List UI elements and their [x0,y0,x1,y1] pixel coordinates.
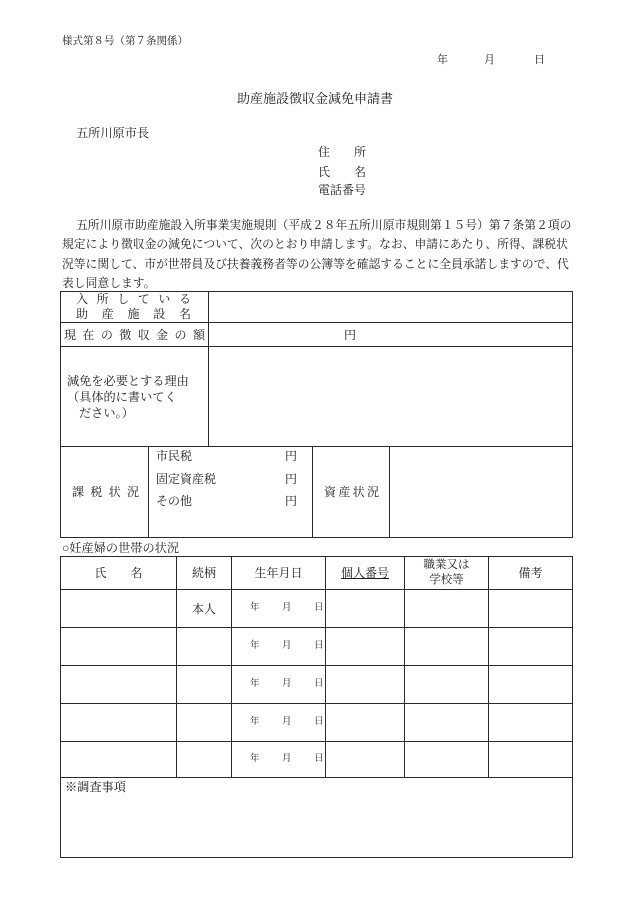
birthdate-units [232,604,325,614]
tax-item-unit: 円 [285,472,298,486]
tax-item-property [149,473,312,485]
member-id-number-field[interactable] [326,628,405,666]
member-birthdate-field[interactable] [232,590,326,628]
member-remarks-field[interactable] [489,742,573,778]
column-header-birthdate: 生年月日 [232,557,326,590]
member-birthdate-field[interactable] [232,742,326,778]
member-name-field[interactable] [61,742,177,778]
member-name-field[interactable] [61,628,177,666]
date-year-label: 年 [437,54,448,66]
tax-items-cell[interactable] [149,447,313,538]
statement-line-1: 五所川原市助産施設入所事業実施規則（平成２８年五所川原市規則第１５号）第７条第２項の [76,218,572,232]
assets-label [313,486,389,498]
date-day-label: 日 [534,54,545,66]
survey-row [61,778,573,858]
column-header-id-number: 個人番号 [340,566,389,580]
household-header-row [61,557,573,590]
facility-name-field[interactable] [209,292,573,323]
assets-label-text: 資産状況 [324,485,382,499]
assets-label-cell [313,447,390,538]
member-relation-field[interactable] [177,666,232,704]
addressee: 五所川原市長 [76,126,150,140]
facility-row [61,292,573,323]
birth-month-label: 月 [282,602,292,613]
reason-label-line-3: ださい。） [79,405,134,420]
form-number: 様式第８号（第７条関係） [62,36,188,47]
member-remarks-field[interactable] [489,590,573,628]
tax-item-other [149,495,312,507]
birth-month-label: 月 [282,640,292,651]
tax-item-municipal [149,450,312,462]
member-relation-field[interactable] [177,628,232,666]
member-relation-field[interactable] [177,704,232,742]
birth-day-label: 日 [314,716,324,727]
member-id-number-field[interactable] [326,666,405,704]
member-occupation-field[interactable] [405,628,489,666]
member-relation-field[interactable] [177,742,232,778]
reason-label-line-2: （具体的に書いてく [67,389,177,404]
tax-label-text: 課税状況 [72,485,146,499]
tax-label [61,486,148,498]
table-row [61,628,573,666]
applicant-phone-label: 電話番号 [318,183,367,197]
statement-line-2: 規定により徴収金の減免について、次のとおり申請します。なお、申請にあたり、所得、課税状 [62,237,568,251]
applicant-address-label: 住 所 [318,145,367,159]
fee-row [61,323,573,347]
birth-year-label: 年 [250,640,260,651]
tax-item-unit: 円 [285,449,298,463]
member-id-number-field[interactable] [326,590,405,628]
fee-label-text: 現在の徴収金の額 [64,327,212,342]
column-header-id-number-cell [326,557,405,590]
column-header-occupation-line-2: 学校等 [429,574,464,586]
column-header-name: 氏 名 [61,557,177,590]
statement-line-4: 表し同意します。 [62,276,156,290]
member-occupation-field[interactable] [405,590,489,628]
statement-line-3: 況等に関して、市が世帯員及び扶養義務者等の公簿等を確認することに全員承諾しますので、代 [62,257,569,271]
member-remarks-field[interactable] [489,704,573,742]
tax-label-cell [61,447,149,538]
facility-name-label-cell [61,292,209,323]
member-occupation-field[interactable] [405,704,489,742]
tax-items [149,447,312,535]
facility-name-label-line [76,307,208,322]
birth-month-label: 月 [282,716,292,727]
birthdate-units [232,642,325,652]
assets-field[interactable] [390,447,573,538]
birthdate-units [232,755,325,765]
reason-label-line-1: 減免を必要とする理由 [67,373,189,388]
birth-month-label: 月 [282,678,292,689]
applicant-name-label: 氏 名 [318,165,367,179]
facility-name-label-line [76,292,208,307]
member-name-field[interactable] [61,590,177,628]
birth-year-label: 年 [250,753,260,764]
member-remarks-field[interactable] [489,666,573,704]
fee-unit: 円 [344,327,357,342]
tax-item-label: 市民税 [156,449,193,463]
fee-label-cell [61,323,212,347]
household-table [60,556,573,858]
birth-year-label: 年 [250,716,260,727]
column-header-occupation [405,557,489,590]
birth-year-label: 年 [250,678,260,689]
table-row [61,666,573,704]
column-header-occupation-line-1: 職業又は [423,559,470,571]
birth-day-label: 日 [314,753,324,764]
reason-field[interactable] [209,347,573,447]
member-id-number-field[interactable] [326,742,405,778]
member-birthdate-field[interactable] [232,704,326,742]
birth-month-label: 月 [282,753,292,764]
member-name-field[interactable] [61,666,177,704]
birth-day-label: 日 [314,602,324,613]
reason-row [61,347,573,447]
birth-year-label: 年 [250,602,260,613]
reason-label-cell [61,347,209,447]
birthdate-units [232,718,325,728]
birthdate-units [232,680,325,690]
date-month-label: 月 [484,54,495,66]
table-row [61,742,573,778]
birth-day-label: 日 [314,678,324,689]
member-name-field[interactable] [61,704,177,742]
table-row [61,704,573,742]
fee-amount-field[interactable] [209,323,573,347]
table-row [61,590,573,628]
reason-label [61,373,208,421]
household-heading: ○妊産婦の世帯の状況 [62,541,180,555]
member-remarks-field[interactable] [489,628,573,666]
member-occupation-field[interactable] [405,742,489,778]
column-header-relation: 続柄 [177,557,232,590]
tax-item-label: その他 [156,494,193,508]
member-birthdate-field[interactable] [232,666,326,704]
document-title: 助産施設徴収金減免申請書 [236,91,393,106]
facility-label-text-1: 入所している [76,292,200,306]
facility-name-label [61,292,208,322]
birth-day-label: 日 [314,640,324,651]
column-header-remarks: 備考 [489,557,573,590]
facility-label-text-2: 助産施設名 [76,307,205,321]
survey-field[interactable] [61,778,573,858]
survey-label: ※調査事項 [65,780,126,794]
member-birthdate-field[interactable] [232,628,326,666]
member-relation[interactable]: 本人 [177,590,232,628]
application-table [60,291,573,538]
tax-item-unit: 円 [285,494,298,508]
tax-item-label: 固定資産税 [156,472,217,486]
member-id-number-field[interactable] [326,704,405,742]
tax-row [61,447,573,538]
member-occupation-field[interactable] [405,666,489,704]
fee-label [61,327,212,342]
